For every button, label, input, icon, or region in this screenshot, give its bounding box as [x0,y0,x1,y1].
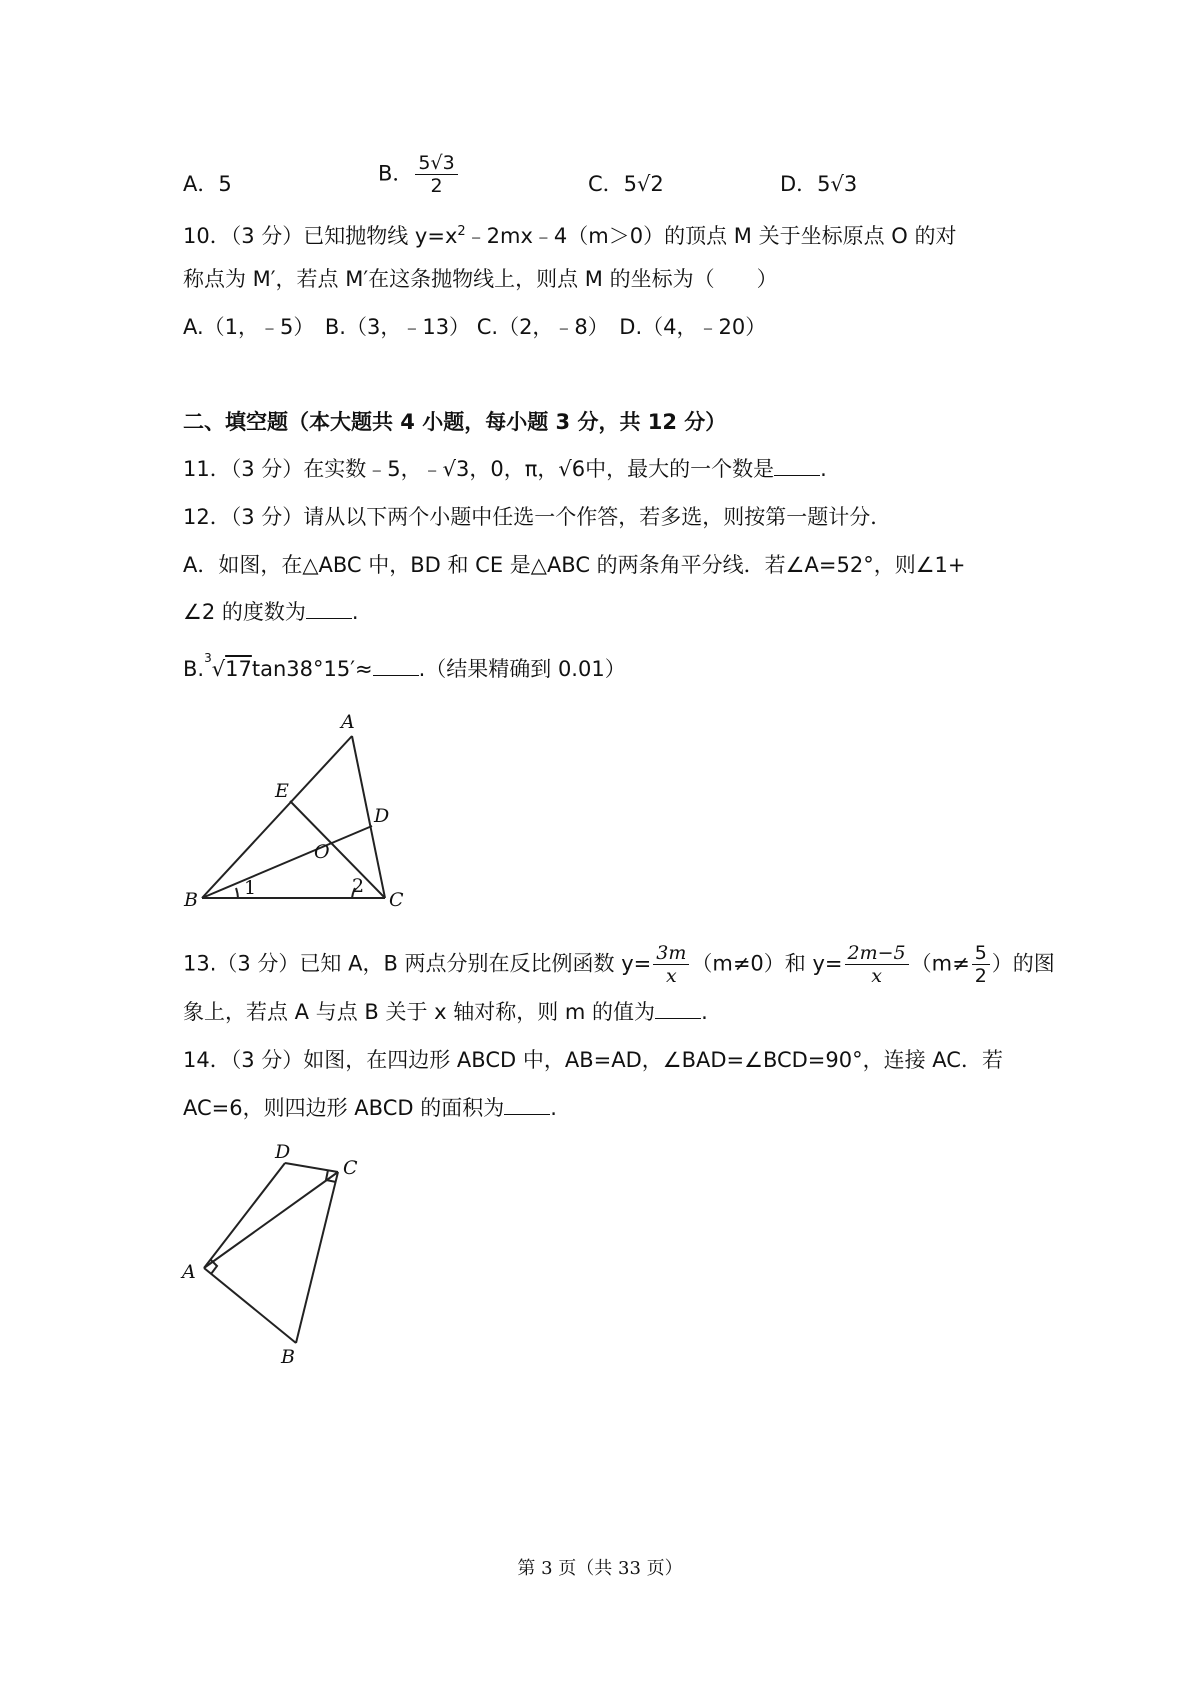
label-b: B [184,889,198,911]
label-d2: D [275,1141,291,1163]
q13-fraction3 [972,942,990,987]
q10-text-a: 10．（3 分）已知抛物线 y=x [183,224,458,248]
q12-line3-period: . [351,600,359,624]
q13-line2 [183,998,708,1026]
fraction-numerator: 2m−5 [845,942,909,965]
q13-text-b: （m≠0）和 y= [691,951,843,976]
q12b-text: tan38°15′≈ [251,657,373,681]
right-angle-a [211,1260,217,1274]
q12b-radicand: 17 [225,657,252,681]
q11-text: 11．（3 分）在实数﹣5，﹣√3，0，π，√6中，最大的一个数是 [183,457,775,481]
label-c: C [389,889,404,911]
label-b2: B [281,1346,295,1368]
label-e: E [275,780,289,802]
fraction-denominator: x [871,965,882,987]
q12-line3-text: ∠2 的度数为 [183,600,306,624]
fraction-denominator: x [665,965,677,987]
q12-line2: A．如图，在△ABC 中，BD 和 CE 是△ABC 的两条角平分线．若∠A=52°，则∠1+ [183,553,966,577]
q10-superscript: 2 [457,224,466,239]
label-angle2: 2 [352,875,365,897]
side-dc [285,1163,338,1172]
q14-line2-text: AC=6，则四边形 ABCD 的面积为 [183,1096,505,1120]
angle1-arc [236,888,238,898]
q13-fraction1 [653,942,689,987]
side-ab [202,736,352,898]
q12-line1: 12．（3 分）请从以下两个小题中任选一个作答，若多选，则按第一题计分． [183,505,892,529]
fraction-numerator: 5√3 [415,152,457,175]
label-c2: C [343,1157,358,1179]
q13-line1 [183,942,1055,987]
q11-period: . [820,457,827,481]
q9-option-b-prefix: B． [378,161,414,186]
q10-options: A.（1，﹣5） B.（3，﹣13） C.（2，﹣8） D.（4，﹣20） [183,315,767,339]
label-angle1: 1 [244,877,257,899]
label-a2: A [182,1261,196,1283]
bisector-ce [290,801,385,898]
page-footer: 第 3 页（共 33 页） [517,1558,683,1579]
triangle-lines [202,736,385,898]
fraction-denominator: 2 [974,965,987,987]
label-a: A [341,711,355,733]
section2-title: 二、填空题（本大题共 4 小题，每小题 3 分，共 12 分） [183,410,727,434]
q12b-prefix: B. [183,657,205,681]
fraction-denominator: 2 [430,175,443,197]
q13-answer-blank [655,998,701,1019]
q13-text-c: （m≠ [910,951,970,976]
q10-line2: 称点为 M′，若点 M′在这条抛物线上，则点 M 的坐标为（ ） [183,267,778,291]
cube-root-sign: √ [211,657,226,681]
q13-fraction2 [845,942,909,987]
label-d: D [374,805,390,827]
bisector-bd [202,826,372,898]
q13-text-d: ）的图 [991,951,1055,976]
q13-period: . [701,1000,708,1024]
q14-answer-blank [504,1094,550,1115]
q13-line2-text: 象上，若点 A 与点 B 关于 x 轴对称，则 m 的值为 [183,1000,656,1024]
label-o: O [314,841,330,863]
q12b-root-index: 3 [204,651,212,665]
q9-option-d: D．5√3 [780,172,858,196]
q14-period: . [550,1096,557,1120]
fraction-numerator: 3m [653,942,689,965]
q12b-suffix: .（结果精确到 0.01） [418,657,626,681]
side-ba [204,1268,296,1343]
fraction-numerator: 5 [972,942,990,965]
quadrilateral-lines [204,1163,338,1343]
q13-text-a: 13.（3 分）已知 A，B 两点分别在反比例函数 y= [183,951,652,976]
q14-line1: 14．（3 分）如图，在四边形 ABCD 中，AB=AD，∠BAD=∠BCD=90°，连接 AC．若 [183,1048,1003,1072]
q14-line2 [183,1094,557,1122]
q9-option-a: A．5 [183,172,232,196]
side-ad [204,1163,285,1268]
q9-option-c: C．5√2 [588,172,664,196]
q10-text-b: ﹣2mx﹣4（m＞0）的顶点 M 关于坐标原点 O 的对 [465,224,957,248]
